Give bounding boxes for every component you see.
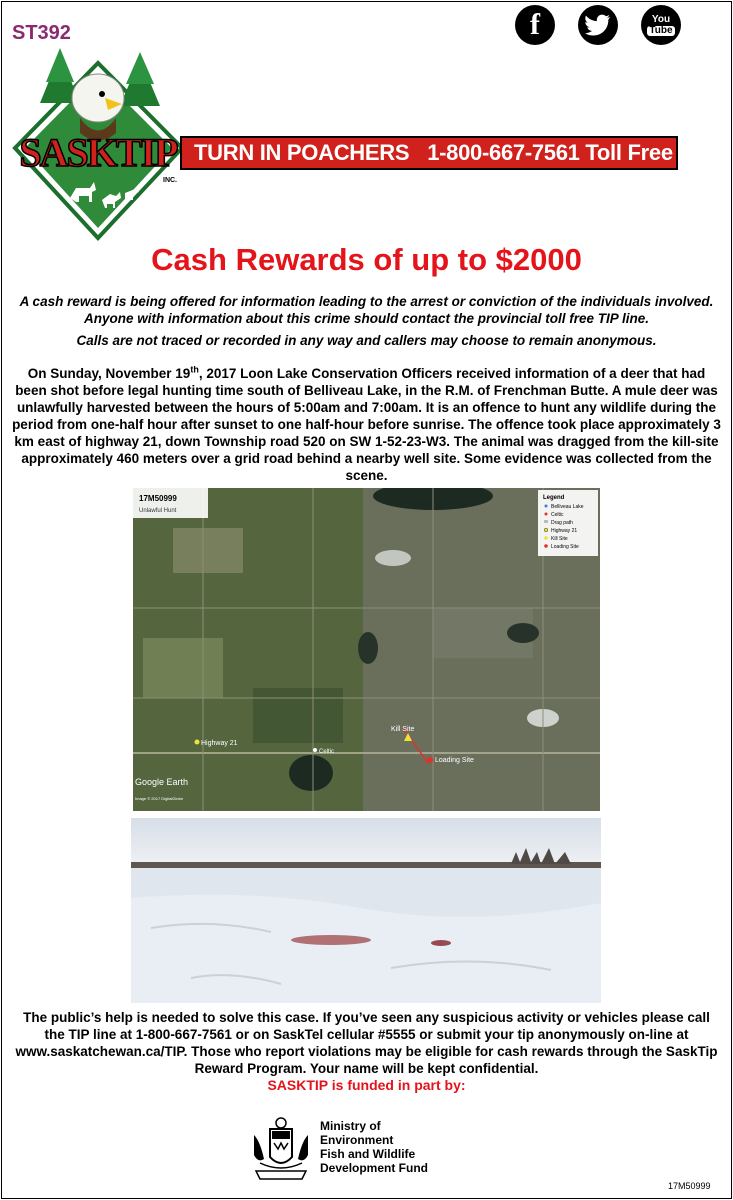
anonymity-note: Calls are not traced or recorded in any way and callers may choose to remain anonymous. <box>76 333 657 348</box>
funded-by: SASKTIP is funded in part by: <box>267 1077 466 1093</box>
ministry-name <box>320 1119 428 1175</box>
ministry-line: Ministry of <box>320 1119 381 1133</box>
incident-description: On Sunday, November 19th, 2017 Loon Lake Conservation Officers received information of a deer that had been shot before legal hunting time south of Belliveau Lake, in the R.M. of Frenchman Butte. A mule deer was unlawfully harvested between the hours of 5:00am and 7:00am. It is an offence to hunt any wildlife during the period from one-half hour after sunset to one half-hour before sunrise. The offence took place approximately 3 km east of highway 21, down Township road 520 on SW 1-52-23-W3. The animal was dragged from the kill-site approximately 460 meters over a grid road behind a nearby well site. Some evidence was collected from the scene. <box>12 364 721 483</box>
saskatchewan-crest-icon <box>250 1115 312 1185</box>
ministry-line: Development Fund <box>320 1161 429 1175</box>
legend-item: Kill Site <box>551 536 568 542</box>
legend-item: Belliveau Lake <box>551 504 584 510</box>
intro-paragraph: A cash reward is being offered for information leading to the arrest or conviction of the individuals involved. Anyone with information about this crime should contact the provincial toll free TIP line. <box>19 294 714 326</box>
map-case-subtitle: Unlawful Hunt <box>139 508 177 514</box>
youtube-tube: Tube <box>649 24 673 36</box>
eagle-icon <box>72 74 124 122</box>
scene-photo <box>131 818 601 1003</box>
ministry-line: Fish and Wildlife <box>320 1147 416 1161</box>
banner-phone-text: 1-800-667-7561 Toll Free <box>427 140 673 165</box>
ministry-line: Environment <box>320 1133 394 1147</box>
loading-site-marker <box>427 757 433 763</box>
logo-wordmark: SASKTIP <box>19 130 177 175</box>
banner-left-text: TURN IN POACHERS <box>194 140 410 165</box>
map-loading-site-label: Loading Site <box>435 757 474 764</box>
satellite-map <box>133 488 600 811</box>
highway-marker <box>195 740 200 745</box>
facebook-icon[interactable]: f <box>515 5 555 45</box>
map-imagery-credit: Image © 2017 DigitalGlobe <box>135 796 184 801</box>
footer-case-code: 17M50999 <box>668 1181 711 1191</box>
legend-item: Highway 21 <box>551 528 578 534</box>
hotline-banner <box>180 136 678 170</box>
legend-item: Drag path <box>551 520 573 526</box>
logo-inc: INC. <box>163 177 177 184</box>
map-watermark: Google Earth <box>135 777 189 787</box>
celtic-marker <box>313 748 317 752</box>
blood-stain-icon <box>291 935 371 945</box>
legend-title: Legend <box>543 495 565 501</box>
map-highway-label: Highway 21 <box>201 740 238 747</box>
youtube-you: You <box>651 13 671 25</box>
legend-item: Loading Site <box>551 544 579 550</box>
youtube-icon[interactable] <box>641 5 681 45</box>
poster-code: ST392 <box>12 22 71 44</box>
reward-headline: Cash Rewards of up to $2000 <box>151 242 582 277</box>
map-kill-site-label: Kill Site <box>391 726 415 733</box>
public-help-paragraph: The public’s help is needed to solve this case. If you’ve seen any suspicious activity or vehicles please call the TIP line at 1-800-667-7561 or on SaskTel cellular #5555 or submit your tip anonymously on-line at www.saskatchewan.ca/TIP. Those who report violations may be eligible for cash rewards through the SaskTip Reward Program. Your name will be kept confidential. <box>15 1010 718 1076</box>
sasktip-logo <box>10 48 185 243</box>
map-case-id: 17M50999 <box>139 494 177 503</box>
twitter-icon[interactable] <box>578 5 618 45</box>
map-celtic-label: Celtic <box>319 749 335 755</box>
legend-item: Celtic <box>551 512 564 518</box>
